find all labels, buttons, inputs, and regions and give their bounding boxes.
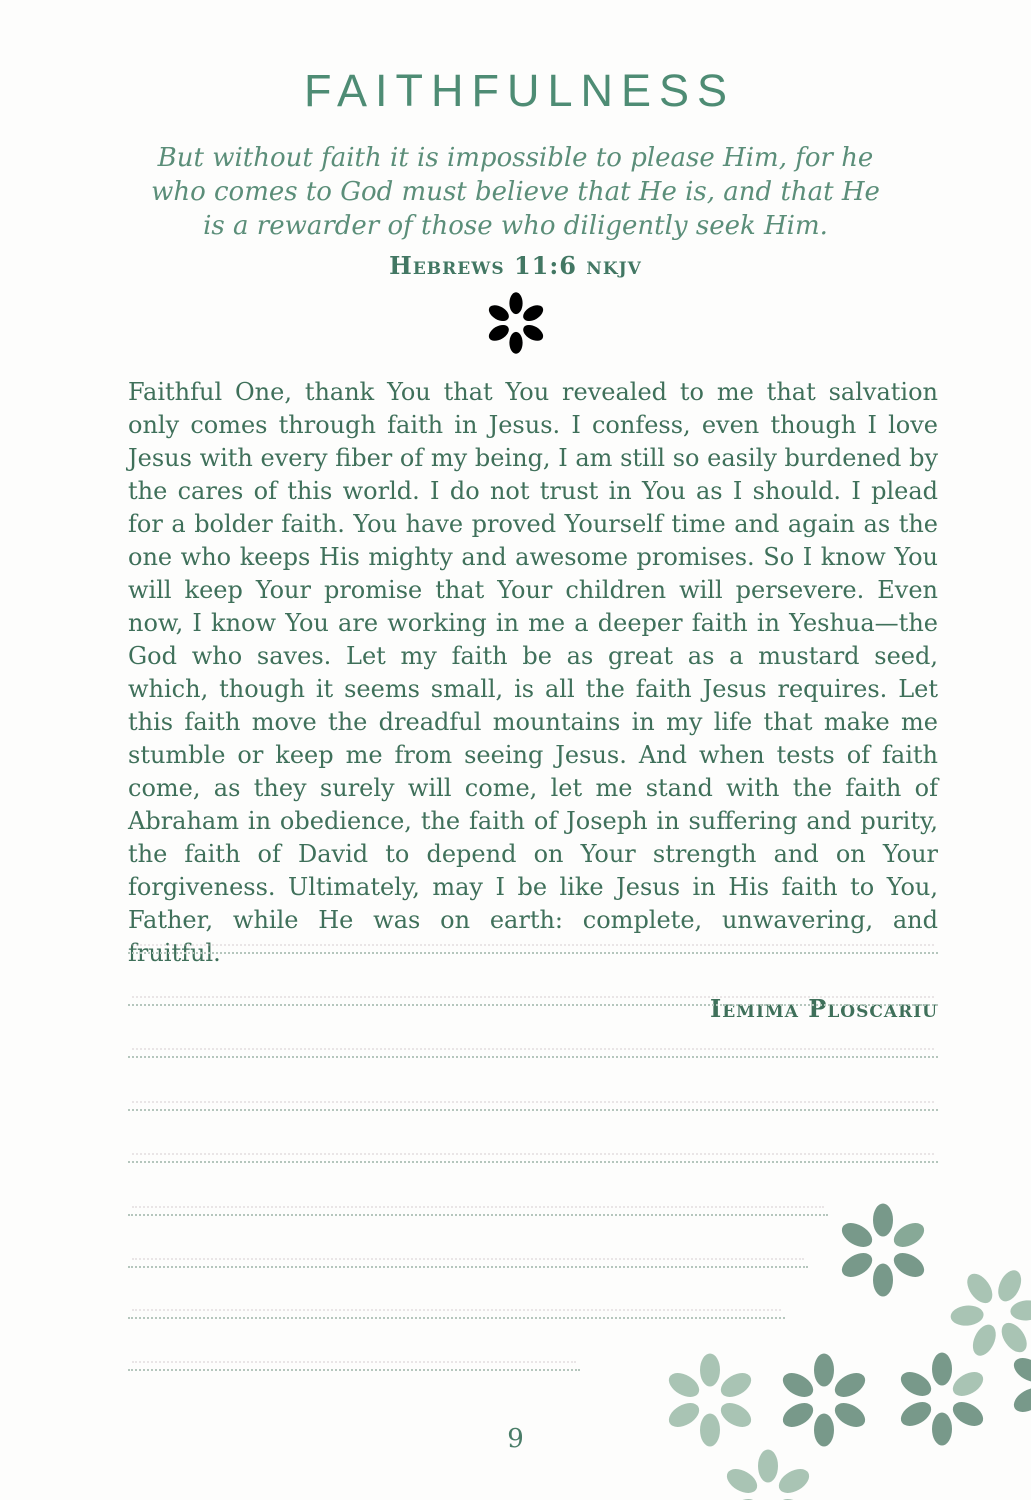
prayer-text: Faithful One, thank You that You revealed to me that salvation only comes through faith in Jesus. I confess, even though I love Jesus with every fiber of my being, I am still so easily burdened by the cares of this world. I do not trust in You as I should. I plead for a bolder faith. You have proved Yourself time and again as the one who keeps His mighty and awesome promises. So I know You will keep Your promise that Your children will persevere. Even now, I know You are working in me a deeper faith in Yeshua—the God who saves. Let my faith be as great as a mustard seed, which, though it seems small, is all the faith Jesus requires. Let this faith move the dreadful mountains in my life that make me stumble or keep me from seeing Jesus. And when tests of faith come, as they surely will come, let me stand with the faith of Abraham in obedience, the faith of Joseph in suffering and purity, the faith of David to depend on Your strength and on Your forgiveness. Ultimately, may I be like Jesus in His faith to You, Father, while He was on earth: complete, unwavering, and fruitful.: [128, 378, 938, 967]
writing-line: [128, 1004, 938, 1006]
flower-cluster-icon: [718, 1446, 818, 1500]
flower-cluster-icon: [1005, 1335, 1031, 1435]
scripture-line: is a rewarder of those who diligently seek Him.: [203, 211, 828, 241]
page-title: FAITHFULNESS: [303, 65, 736, 116]
page-number: 9: [507, 1424, 524, 1454]
author-name: Iemima Ploscariu: [709, 994, 938, 1023]
writing-line: [128, 1109, 938, 1111]
flower-icon: [483, 290, 549, 356]
writing-line: [128, 1266, 808, 1268]
writing-line: [128, 1056, 938, 1058]
scripture-line: But without faith it is impossible to please Him, for he: [157, 143, 874, 173]
writing-line: [128, 1317, 785, 1319]
writing-line: [128, 1214, 828, 1216]
scripture-line: who comes to God must believe that He is, and that He: [151, 177, 880, 207]
writing-line: [128, 1161, 938, 1163]
scripture-reference: Hebrews 11:6 nkjv: [389, 251, 642, 280]
flower-cluster-icon: [833, 1200, 933, 1300]
writing-line: [128, 1369, 580, 1371]
writing-line: [128, 952, 938, 954]
scripture-quote: [0, 141, 1031, 243]
